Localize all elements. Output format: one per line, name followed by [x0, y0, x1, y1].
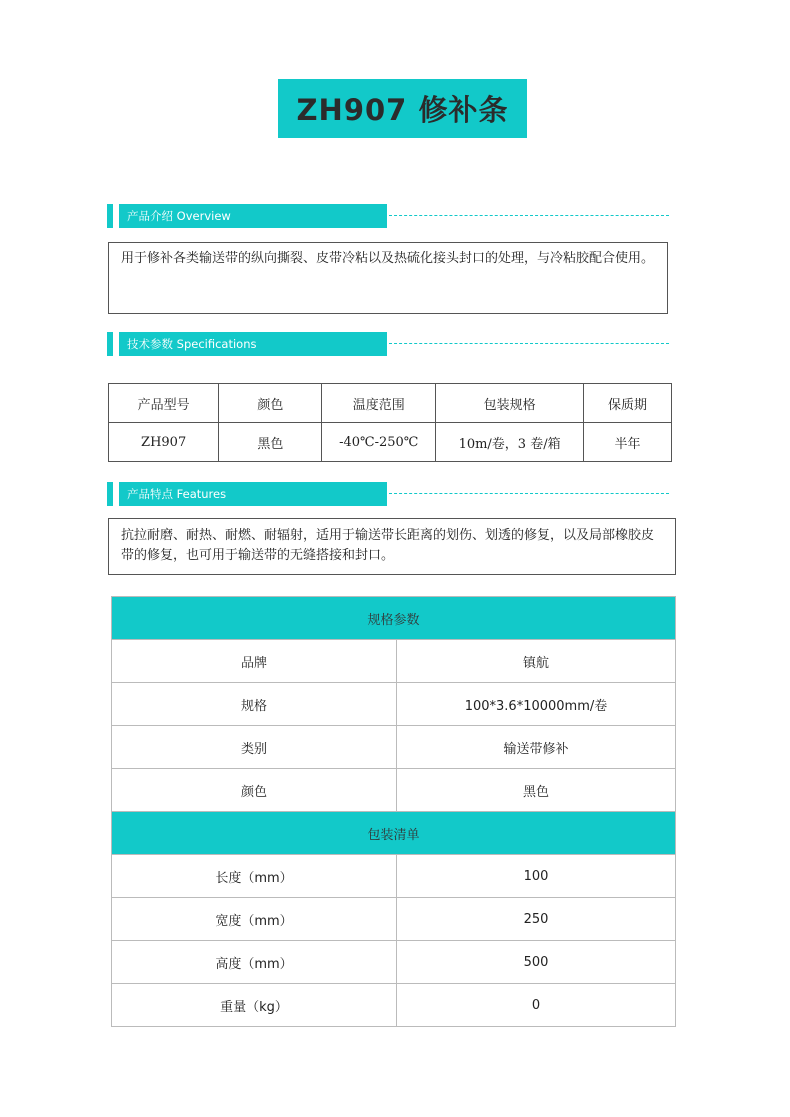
table-row	[112, 898, 676, 941]
dashed-divider	[389, 215, 669, 216]
param-key: 品牌	[112, 640, 397, 683]
spec-header-cell: 产品型号	[109, 384, 219, 423]
param-key: 颜色	[112, 769, 397, 812]
param-value: 黑色	[397, 769, 676, 812]
spec-value-cell: 10m/卷，3 卷/箱	[436, 423, 584, 462]
spec-value-cell: ZH907	[109, 423, 219, 462]
spec-header-row	[109, 384, 672, 423]
features-text: 抗拉耐磨、耐热、耐燃、耐辐射，适用于输送带长距离的划伤、划透的修复，以及局部橡胶皮带的修复，也可用于输送带的无缝搭接和封口。	[108, 518, 676, 575]
section-specifications-header	[107, 332, 669, 356]
param-value: 250	[397, 898, 676, 941]
param-value: 镇航	[397, 640, 676, 683]
packing-header: 包装清单	[112, 812, 676, 855]
param-key: 类别	[112, 726, 397, 769]
spec-value-cell: -40℃-250℃	[322, 423, 436, 462]
section-label: 技术参数 Specifications	[119, 332, 387, 356]
table-row	[112, 683, 676, 726]
dashed-divider	[389, 343, 669, 344]
param-value: 0	[397, 984, 676, 1027]
section-features-header	[107, 482, 669, 506]
spec-value-cell: 黑色	[219, 423, 322, 462]
table-row	[112, 941, 676, 984]
param-value: 100	[397, 855, 676, 898]
params-header-row	[112, 597, 676, 640]
dashed-divider	[389, 493, 669, 494]
section-label: 产品特点 Features	[119, 482, 387, 506]
page-title: ZH907 修补条	[278, 79, 527, 138]
param-key: 规格	[112, 683, 397, 726]
spec-header-cell: 颜色	[219, 384, 322, 423]
spec-header-cell: 包装规格	[436, 384, 584, 423]
param-value: 500	[397, 941, 676, 984]
table-row	[112, 726, 676, 769]
table-row	[112, 640, 676, 683]
spec-value-cell: 半年	[584, 423, 672, 462]
table-row	[112, 769, 676, 812]
param-key: 宽度（mm）	[112, 898, 397, 941]
spec-header-cell: 温度范围	[322, 384, 436, 423]
spec-value-row	[109, 423, 672, 462]
param-key: 重量（kg）	[112, 984, 397, 1027]
param-value: 100*3.6*10000mm/卷	[397, 683, 676, 726]
section-bar	[107, 204, 113, 228]
table-row	[112, 855, 676, 898]
section-bar	[107, 332, 113, 356]
section-label: 产品介绍 Overview	[119, 204, 387, 228]
table-row	[112, 984, 676, 1027]
section-overview-header	[107, 204, 669, 228]
spec-header-cell: 保质期	[584, 384, 672, 423]
param-value: 输送带修补	[397, 726, 676, 769]
param-key: 长度（mm）	[112, 855, 397, 898]
params-header-row	[112, 812, 676, 855]
params-header: 规格参数	[112, 597, 676, 640]
param-key: 高度（mm）	[112, 941, 397, 984]
section-bar	[107, 482, 113, 506]
overview-text: 用于修补各类输送带的纵向撕裂、皮带冷粘以及热硫化接头封口的处理，与冷粘胶配合使用。	[108, 242, 668, 314]
params-table	[111, 596, 676, 1027]
spec-table	[108, 383, 672, 462]
